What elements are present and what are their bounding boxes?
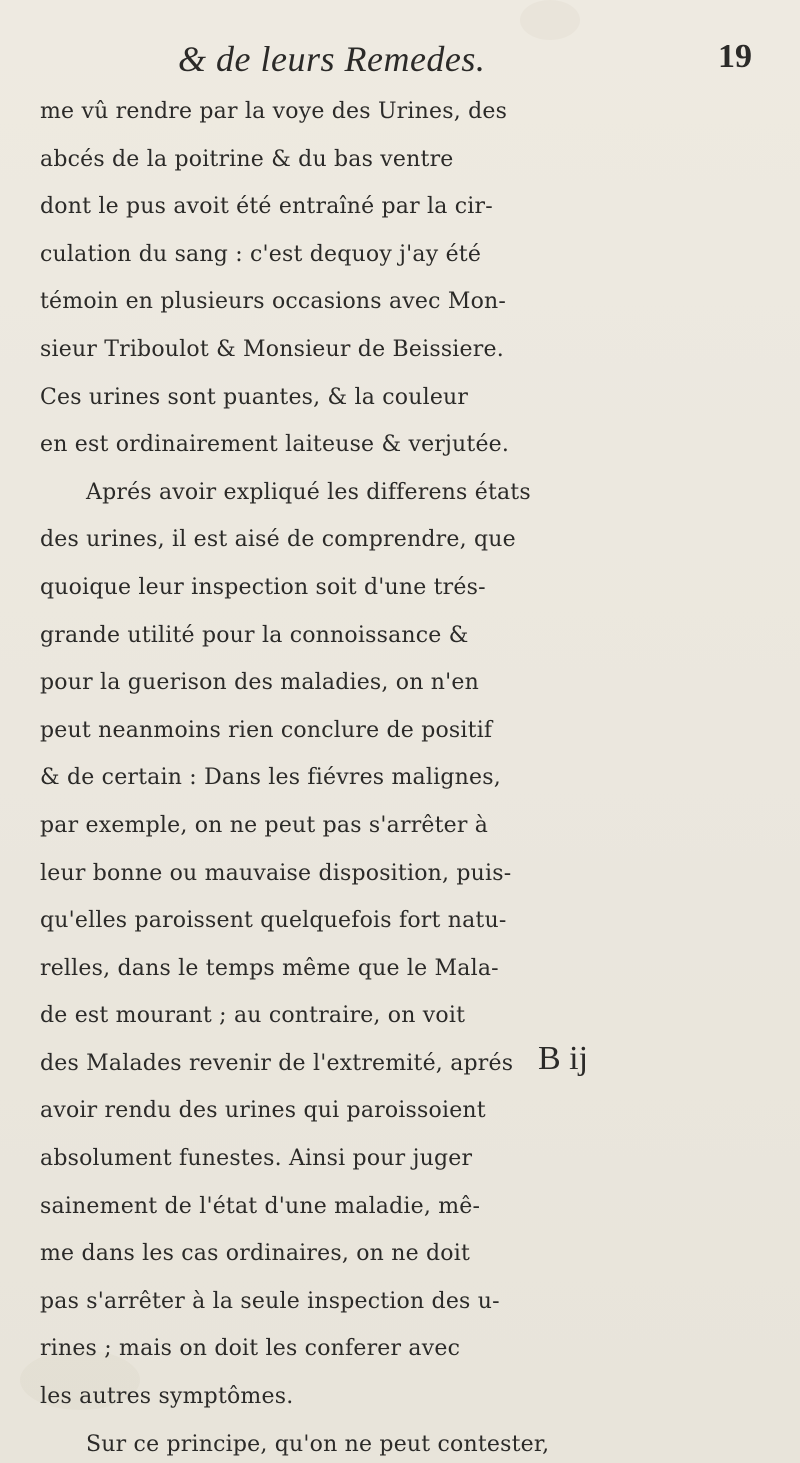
text-line: & de certain : Dans les fiévres malignes, [40,765,501,791]
text-line: dont le pus avoit été entraîné par la cir- [40,194,493,220]
text-line: des urines, il est aisé de comprendre, que [40,527,516,553]
paper-stain [520,0,580,40]
text-line: des Malades revenir de l'extremité, aprés [40,1050,514,1076]
text-line: qu'elles paroissent quelquefois fort natu- [40,908,507,934]
text-line: absolument funestes. Ainsi pour juger [40,1146,473,1172]
page-header [0,38,800,88]
text-line: sieur Triboulot & Monsieur de Beissiere. [40,336,504,362]
text-line: leur bonne ou mauvaise disposition, puis- [40,860,512,886]
text-line: sainement de l'état d'une maladie, mê- [40,1193,481,1219]
text-line: culation du sang : c'est dequoy j'ay été [40,241,482,267]
signature-mark: B ij [538,1040,589,1077]
text-line: peut neanmoins rien conclure de positif [40,717,493,743]
body-text [40,88,780,1463]
text-line: me dans les cas ordinaires, on ne doit [40,1241,470,1267]
page-number: 19 [718,38,752,75]
text-line: rines ; mais on doit les conferer avec [40,1336,461,1362]
text-line: grande utilité pour la connoissance & [40,622,469,648]
text-line: avoir rendu des urines qui paroissoient [40,1098,486,1124]
text-line: en est ordinairement laiteuse & verjutée. [40,432,510,458]
text-line: de est mourant ; au contraire, on voit [40,1003,466,1029]
text-line: par exemple, on ne peut pas s'arrêter à [40,812,489,838]
text-line: pas s'arrêter à la seule inspection des u- [40,1288,500,1314]
text-line: me vû rendre par la voye des Urines, des [40,99,508,124]
running-title: & de leurs Remedes. [178,39,486,79]
text-line: les autres symptômes. [40,1384,294,1410]
paragraph-start-line: Sur ce principe, qu'on ne peut contester, [86,1431,550,1457]
text-line: pour la guerison des maladies, on n'en [40,670,480,696]
paragraph-start-line: Aprés avoir expliqué les differens états [86,479,531,505]
text-line: quoique leur inspection soit d'une trés- [40,574,486,600]
text-line: Ces urines sont puantes, & la couleur [40,384,469,410]
text-line: relles, dans le temps même que le Mala- [40,955,499,981]
text-line: témoin en plusieurs occasions avec Mon- [40,289,507,315]
text-line: abcés de la poitrine & du bas ventre [40,146,454,172]
